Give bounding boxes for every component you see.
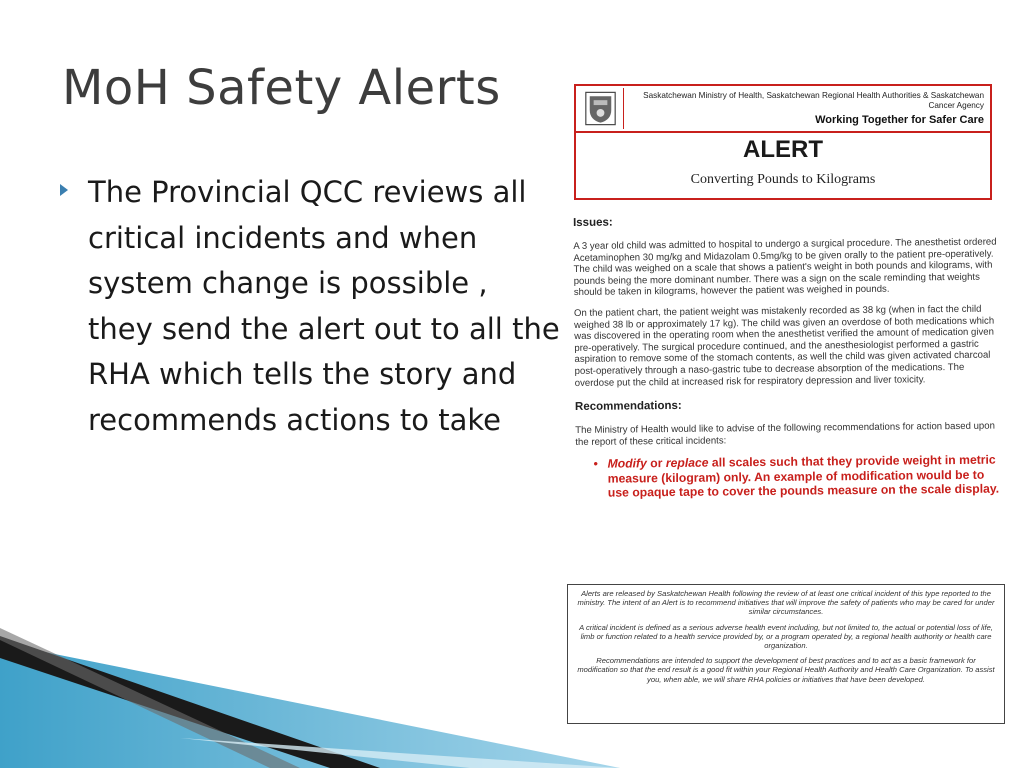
alert-document-image [560, 80, 1012, 730]
triangle-bullet-icon [60, 184, 68, 196]
recommendation-item [594, 453, 1004, 501]
issues-paragraph-1: A 3 year old child was admitted to hospital to undergo a surgical procedure. The anesthetist ordered Acetaminophen 30 mg/kg and Midazolam 0.5mg/kg to be given orally to the patient pre-operatively. The child was weighed on a scale that shows a patient's weight in both pounds and kilograms, with pounds being the more dominant number. There was a sign on the scale reminding that weights should be taken in kilograms, however the patient was weighed in pounds. [573, 236, 997, 299]
rec-rest: all scales such that they provide weight in metric measure (kilogram) only. An example of modification would be to use opaque tape to cover the pounds measure on the scale display. [607, 452, 1000, 500]
bullet-text: The Provincial QCC reviews all critical incidents and when system change is possible , they send the alert out to all the RHA which tells the story and recommends actions to take [88, 175, 560, 437]
org-slogan: Working Together for Safer Care [815, 114, 984, 126]
alert-subtitle: Converting Pounds to Kilograms [690, 172, 876, 187]
footnote-paragraph-1: Alerts are released by Saskatchewan Health following the review of at least one critical incident of this type reported to the ministry. The intent of an Alert is to recommend initiatives that will improve the safety of patients who may be cared for under similar circumstances. [577, 589, 995, 617]
saskatchewan-crest-icon [578, 88, 624, 129]
rec-replace: replace [665, 455, 709, 471]
footnote-paragraph-3: Recommendations are intended to support the development of best practices and to act as a basic framework for modification so that the end result is a good fit within your Regional Health Authority and Health Care Organization. To assist you, when able, we will share RHA policies or initiatives that have been developed. [577, 656, 995, 684]
footnote-paragraph-2: A critical incident is defined as a serious adverse health event including, but not limited to, the actual or potential loss of life, limb or function related to a health service provided by, or a program operated by, a regional health authority or health care organization. [579, 622, 993, 651]
alert-title: ALERT [743, 136, 823, 163]
slide-title: MoH Safety Alerts [62, 60, 501, 116]
rec-or: or [646, 456, 666, 471]
alert-footnote-box [567, 584, 1005, 724]
issues-heading: Issues: [573, 216, 613, 229]
bullet-list [60, 170, 560, 443]
recommendations-heading: Recommendations: [574, 399, 682, 414]
org-line: Saskatchewan Ministry of Health, Saskatchewan Regional Health Authorities & Saskatchewan Cancer Agency [643, 91, 984, 110]
decorative-swoosh [0, 618, 620, 768]
rec-modify: Modify [607, 456, 647, 471]
issues-paragraph-2: On the patient chart, the patient weight was mistakenly recorded as 38 kg (when in fact the child weighed 38 lb or approximately 17 kg). The child was given an overdose of both medications which was discovered in the operating room when the anesthetist verified the amount of medication given pre-operatively. The surgical procedure continued, and the anesthesiologist performed a gastric aspiration to remove some of the stomach contents, as well the child was given activated charcoal post-operatively through a naso-gastric tube to decrease absorption of the medications. The overdose put the child at increased risk for respiratory depression and liver toxicity. [573, 303, 995, 389]
alert-header [574, 84, 992, 200]
recommendations-intro: The Ministry of Health would like to advise of the following recommendations for action based upon the report of these critical incidents: [575, 420, 995, 448]
alert-body [573, 213, 1004, 501]
